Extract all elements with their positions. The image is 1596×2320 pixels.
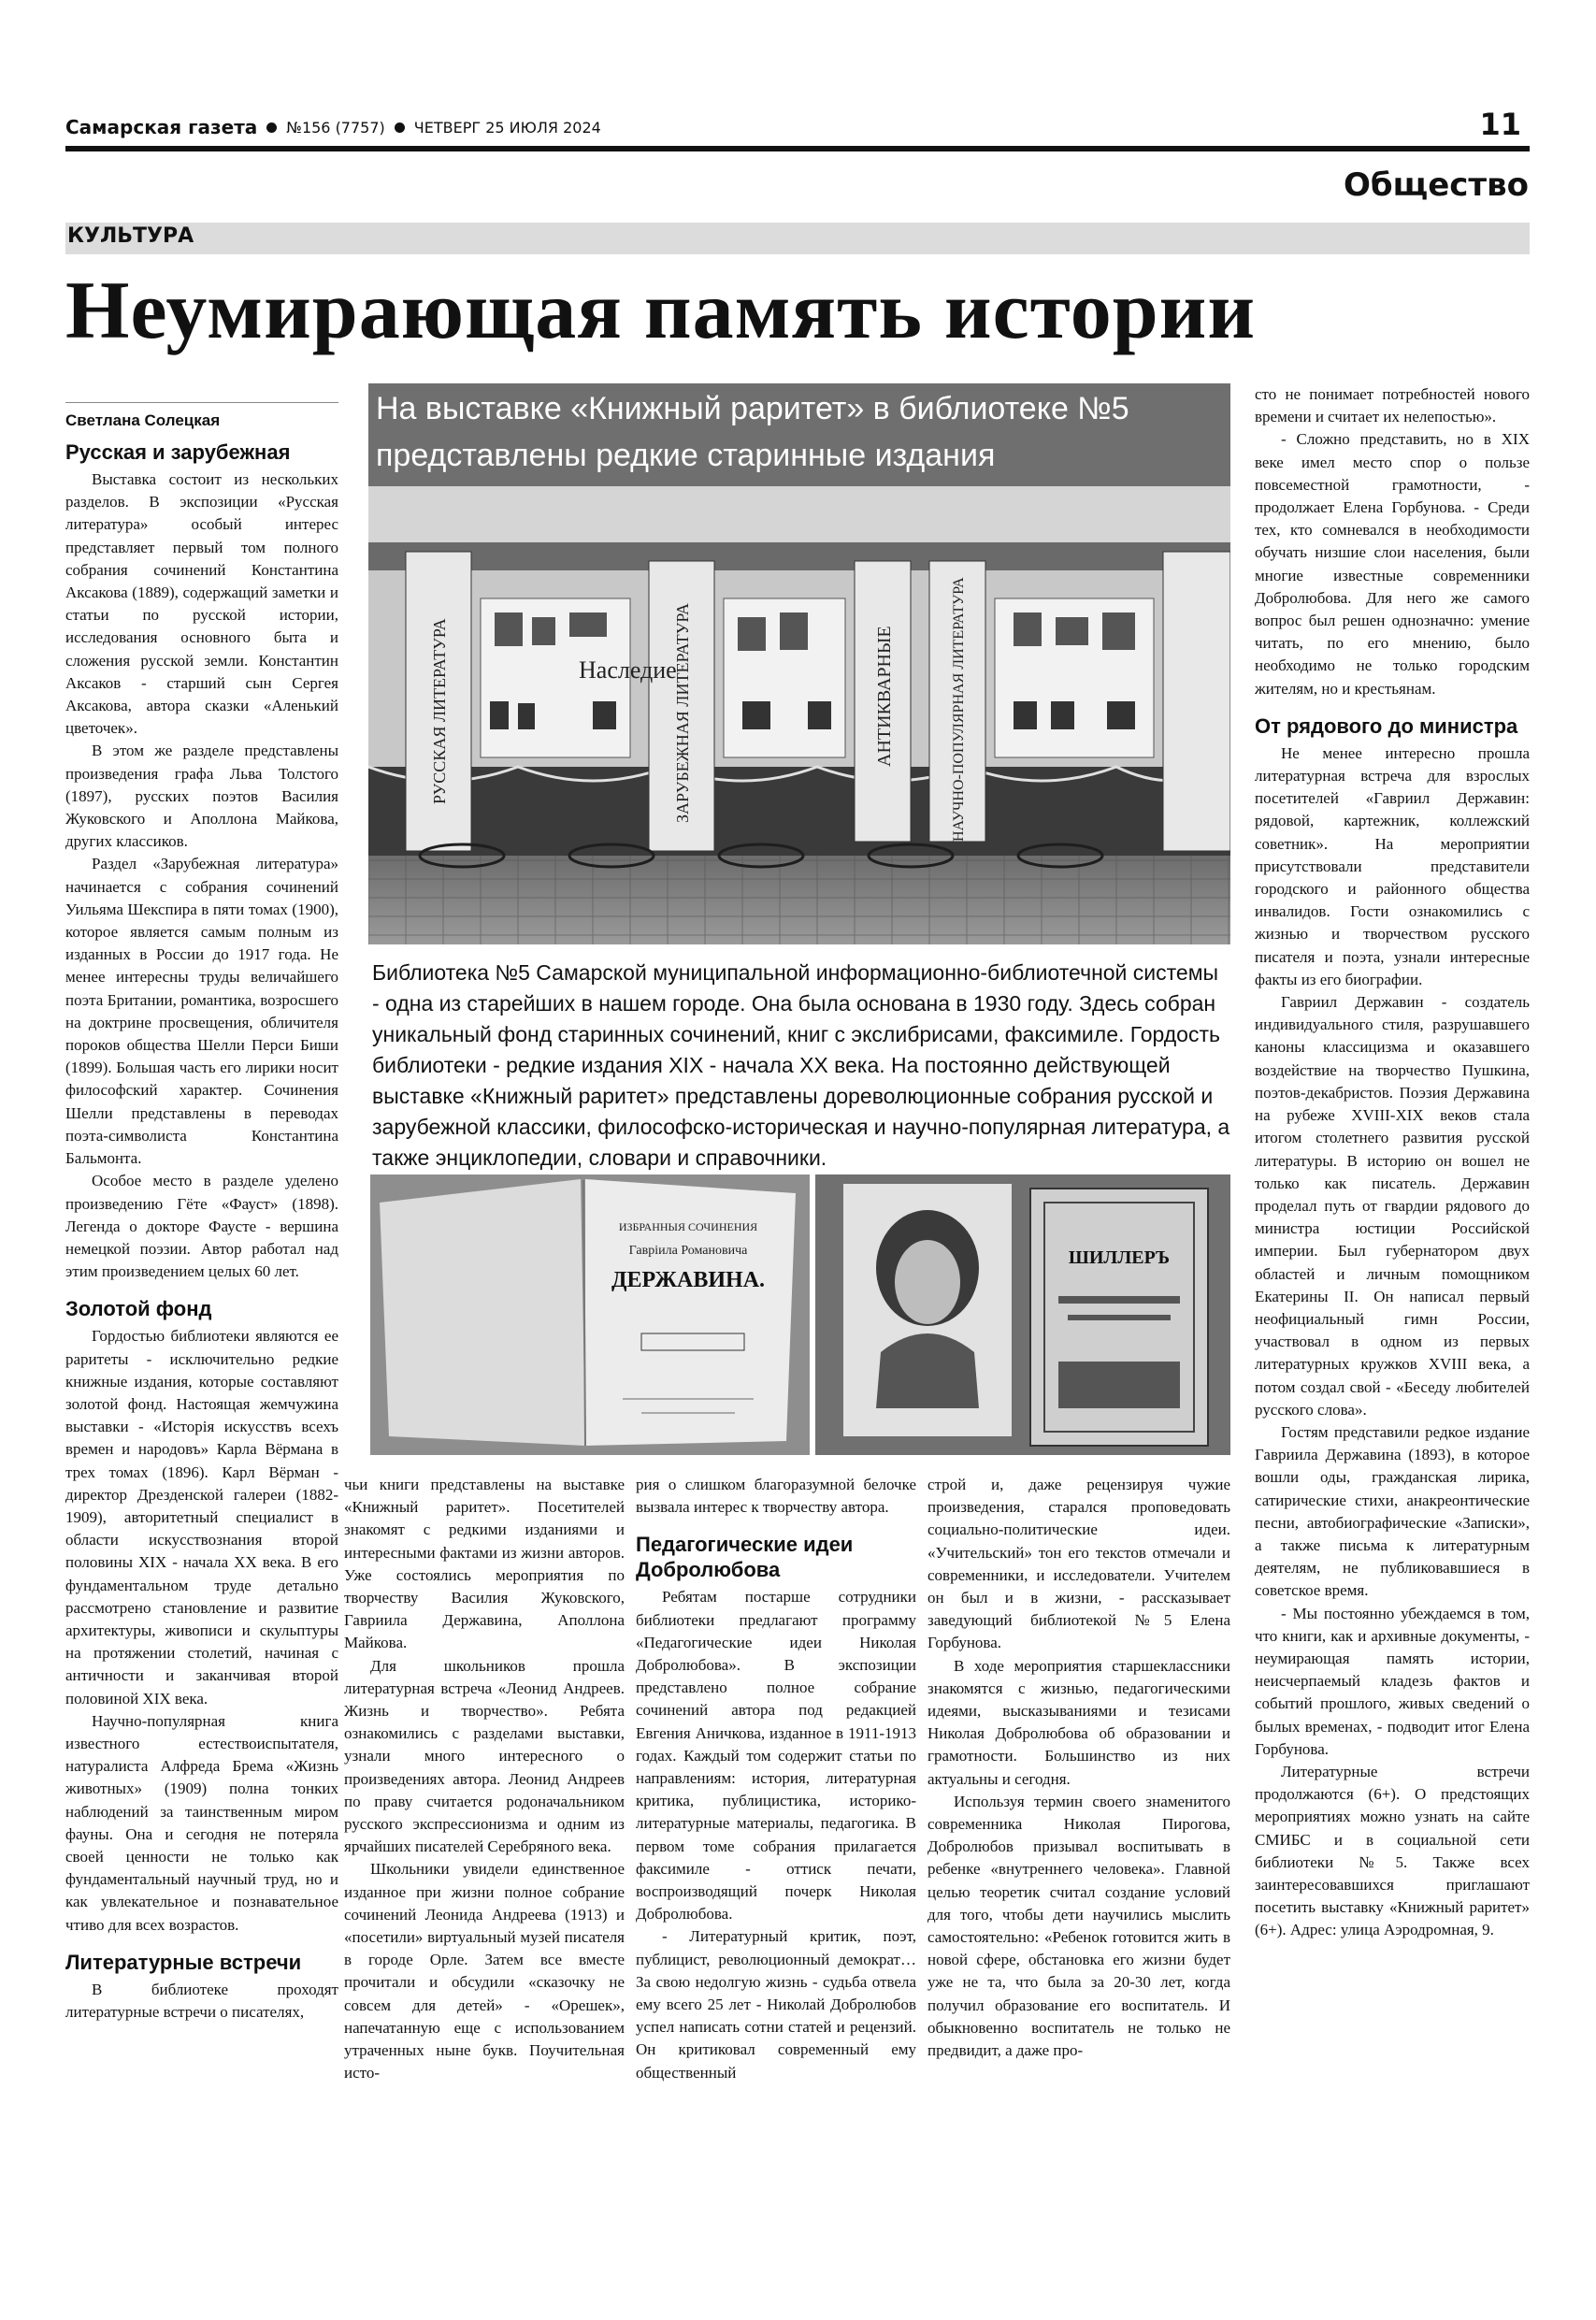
text-column-3 xyxy=(636,1474,916,2212)
bullet-dot-icon xyxy=(266,122,277,133)
paragraph: Особое место в разделе уделено произведению Гёте «Фауст» (1898). Легенда о докторе Фаусте - вершина немецкой поэзии. Автор работал над этим произведением целых 60 лет. xyxy=(65,1172,338,1281)
paragraph: В библиотеке проходят литературные встречи о писателях, xyxy=(65,1980,338,2021)
paragraph: - Литературный критик, поэт, публицист, революционный демократ… За свою недолгую жизнь - судьба отвела ему всего 25 лет - Николай Добролюбов успел написать сотни статей и рецензий. Он критиковал современный ему общественный xyxy=(636,1927,916,2082)
text-column-2 xyxy=(344,1474,625,2212)
photo-caption: На выставке «Книжный раритет» в библиотеке №5 представлены редкие старинные издания xyxy=(376,391,1129,473)
paragraph: Научно-популярная книга известного естествоиспытателя, натуралиста Алфреда Брема «Жизнь животных» (1909) полна тонких наблюдений за таинственным миром фауны. Она и сегодня не потеряла своей ценности не только как фундаментальный научный труд, но и как увлекательное и познавательное чтиво для всех возрастов. xyxy=(65,1711,338,1934)
paragraph: В ходе мероприятия старшеклассники знакомятся с жизнью, педагогическими идеями, высказываниями и тезисами Николая Добролюбова об образовании и грамотности. Большинство из них актуальны и сегодня. xyxy=(927,1656,1230,1788)
header-rule xyxy=(65,146,1530,151)
paragraph: Используя термин своего знаменитого современника Николая Пирогова, Добролюбов призывал воспитывать в ребенке «внутреннего человека». Главной целью теоретик считал создание условий для того, чтобы дети научились мыслить самостоятельно: «Ребенок готовится жить в новой сфере, обстановка его жизни будет уже не та, что была за 20-30 лет, когда получил образование его воспитатель. И обыкновенно воспитатель не только не предвидит, а даже про- xyxy=(927,1792,1230,2060)
book-title-small: ИЗБРАННЫЯ СОЧИНЕНИЯ xyxy=(618,1220,758,1233)
newspaper-name: Самарская газета xyxy=(65,116,258,138)
photo-banner-science: НАУЧНО-ПОПУЛЯРНАЯ ЛИТЕРАТУРА xyxy=(951,577,967,842)
paragraph: Раздел «Зарубежная литература» начинается с собрания сочинений Уильяма Шекспира в пяти томах (1900), которое является самым полным из изданных в России до 1917 года. Не менее интересны труды величайшего поэта Британии, романтика, возросшего на доктрине просвещения, обличителя пороков общества Шелли Перси Биши (1899). Большая часть его лирики носит философский характер. Сочинения Шелли представлены в переводах поэта-символиста Константина Бальмонта. xyxy=(65,855,338,1168)
article-author: Светлана Солецкая xyxy=(65,411,221,429)
photo-banner-foreign: ЗАРУБЕЖНАЯ ЛИТЕРАТУРА xyxy=(673,602,692,823)
book-title-big: ДЕРЖАВИНА. xyxy=(611,1268,766,1292)
text-column-1 xyxy=(65,440,338,2216)
page-number: 11 xyxy=(1479,107,1521,142)
exhibition-photo xyxy=(368,486,1230,944)
paragraph: В этом же разделе представлены произведения графа Льва Толстого (1897), русских поэтов Василия Жуковского и Аполлона Майкова, других классиков. xyxy=(65,742,338,851)
rubric-bar xyxy=(65,223,1530,254)
section-title: Общество xyxy=(1343,166,1529,204)
paragraph: Гордостью библиотеки являются ее раритеты - исключительно редкие книжные издания, которые составляют золотой фонд. Настоящая жемчужина выставки - «Исторія искусствъ всехъ времен и народовъ» Карла Вёрмана в трех томах (1896). Карл Вёрман - директор Дрезденской галереи (1882-1909), авторитетный специалист в области искусствознания второй половины XIX - начала XX века. В его фундаментальном труде детально рассмотрено становление и развитие архитектуры, живописи и скульптуры на протяжении столетий, начиная с античности и заканчивая второй половиной XIX века. xyxy=(65,1327,338,1708)
paragraph: Не менее интересно прошла литературная встреча для взрослых посетителей «Гавриил Державин: рядовой, картежник, коллежский советник». На мероприятии присутствовали представители городского и районного общества инвалидов. Гости ознакомились с жизнью и творчеством русского писателя и поэта, узнали интересные факты из его биографии. xyxy=(1255,743,1530,988)
photo-banner-russian: РУССКАЯ ЛИТЕРАТУРА xyxy=(430,618,449,804)
exhibition-photo-image xyxy=(368,486,1230,944)
schiller-book-photo xyxy=(815,1174,1230,1455)
rubric-label: КУЛЬТУРА xyxy=(67,224,194,248)
paragraph: - Сложно представить, но в XIX веке имел место спор о пользе повсеместной грамотности, - продолжает Елена Горбунова. - Среди тех, кто сомневался в необходимости обучать низшие слои населения, были многие известные современники Добролюбова. Для него же самого вопрос был решен однозначно: умение читать, по его мнению, было необходимо не только городским жителям, но и крестьянам. xyxy=(1255,430,1530,698)
subheading: От рядового до министра xyxy=(1255,713,1518,738)
paragraph: - Мы постоянно убеждаемся в том, что книги, как и архивные документы, - неумирающая память истории, неисчерпаемый кладезь фактов и событий прошлого, живых сведений о былых временах, - подводит итог Елена Горбунова. xyxy=(1255,1604,1530,1758)
paragraph: чьи книги представлены на выставке «Книжный раритет». Посетителей знакомят с редкими изданиями и интересными фактами из жизни авторов. Уже состоялись мероприятия по творчеству Василия Жуковского, Гавриила Державина, Аполлона Майкова. xyxy=(344,1476,625,1652)
paragraph: Для школьников прошла литературная встреча «Леонид Андреев. Жизнь и творчество». Ребята ознакомились с разделами выставки, узнали много интересного о произведениях автора. Леонид Андреев по праву считается родоначальником русского экспрессионизма и одним из ярчайших писателей Серебряного века. xyxy=(344,1656,625,1856)
paragraph: Гостям представили редкое издание Гавриила Державина (1893), в которое вошли оды, гражданская лирика, сатирические стихи, анакреонтические песни, автобиографические «Записки», а также письма к литературным деятелям, не публиковавшиеся в советское время. xyxy=(1255,1422,1530,1600)
masthead xyxy=(65,116,601,138)
paragraph: Выставка состоит из нескольких разделов. В экспозиции «Русская литература» особый интерес представляет первый том полного собрания сочинений Константина Аксакова (1889), содержащий заметки и статьи по русской истории, исследования основного быта и сложения русской земли. Константин Аксаков - старший сын Сергея Аксакова, автора сказки «Аленький цветочек». xyxy=(65,470,338,738)
bullet-dot-icon xyxy=(395,122,405,133)
text-column-4 xyxy=(927,1474,1230,2212)
photo-board-heritage: Наследие xyxy=(579,656,677,684)
text-column-5 xyxy=(1255,383,1530,2216)
schiller-title: ШИЛЛЕРЪ xyxy=(1068,1247,1171,1268)
paragraph: Школьники увидели единственное изданное при жизни полное собрание сочинений Леонида Андреева (1913) и «посетили» виртуальный музей писателя в городе Орле. Затем все вместе прочитали и обсудили «сказочку не совсем для детей» - «Орешек», напечатанную еще с использованием утраченных ныне букв. Поучительная исто- xyxy=(344,1860,625,2082)
subheading: Литературные встречи xyxy=(65,1950,302,1974)
paragraph: Гавриил Державин - создатель индивидуального стиля, разрушавшего каноны классицизма и оказавшего воздействие на творчество Пушкина, поэтов-декабристов. Поэзия Державина на рубеже XVIII-XIX веков стала итогом столетнего развития русской литературы. В историю он вошел не только как писатель. Державин проделал путь от гвардии рядового до министра юстиции Российской империи. Был губернатором двух областей и личным помощником Екатерины II. Он написал первый неофициальный гимн России, участвовал в одном из первых литературных кружков XVIII века, а потом создал свой - «Беседу любителей русского слова». xyxy=(1255,993,1530,1419)
subheading: Золотой фонд xyxy=(65,1297,212,1321)
paragraph: строй и, даже рецензируя чужие произведения, старался проповедовать социально-политические идеи. «Учительский» тон его текстов отмечали и современники, и исследователи. Учителем он был и в жизни, - рассказывает заведующий библиотекой №5 Елена Горбунова. xyxy=(927,1476,1230,1652)
photo-banner-antique: АНТИКВАРНЫЕ xyxy=(874,626,895,767)
subheading: Русская и зарубежная xyxy=(65,440,291,464)
article-headline: Неумирающая память истории xyxy=(65,266,1257,356)
paragraph: Ребятам постарше сотрудники библиотеки предлагают программу «Педагогические идеи Николая Добролюбова». В экспозиции представлено полное собрание сочинений автора под редакцией Евгения Аничкова, изданное в 1911-1913 годах. Каждый том содержит статьи по направлениям: история, литературная критика, публицистика, историко-литературные материалы, педагогика. В первом томе собрания прилагается факсимиле - оттиск печати, воспроизводящий почерк Николая Добролюбова. xyxy=(636,1588,916,1924)
subheading: Педагогические идеи Добролюбова xyxy=(636,1533,854,1582)
issue-date: ЧЕТВЕРГ 25 ИЮЛЯ 2024 xyxy=(413,118,601,137)
derzhavin-book-photo xyxy=(370,1174,810,1455)
lead-paragraph: Библиотека №5 Самарской муниципальной информационно-библиотечной системы - одна из старейших в нашем городе. Она была основана в 1930 году. Здесь собран уникальный фонд старинных сочинений, книг с экслибрисами, факсимиле. Гордость библиотеки - редкие издания XIX - начала XX века. На постоянно действующей выставке «Книжный раритет» представлены дореволюционные собрания русской и зарубежной классики, философско-историческая и научно-популярная литература, а также энциклопедии, словари и справочники. xyxy=(372,960,1230,1170)
book-author-small: Гавріила Романовича xyxy=(628,1244,748,1258)
schiller-book-image xyxy=(815,1174,1230,1455)
paragraph: Литературные встречи продолжаются (6+). О предстоящих мероприятиях можно узнать на сайте СМИБС и в социальной сети библиотеки №5. Также всех заинтересовавшихся приглашают посетить выставку «Книжный раритет» (6+). Адрес: улица Аэродромная, 9. xyxy=(1255,1762,1530,1939)
author-rule xyxy=(65,402,338,403)
paragraph: рия о слишком благоразумной белочке вызвала интерес к творчеству автора. xyxy=(636,1476,916,1517)
issue-number: №156 (7757) xyxy=(286,118,385,137)
derzhavin-book-image xyxy=(370,1174,810,1455)
paragraph: сто не понимает потребностей нового времени и считает их нелепостью». xyxy=(1255,385,1530,426)
